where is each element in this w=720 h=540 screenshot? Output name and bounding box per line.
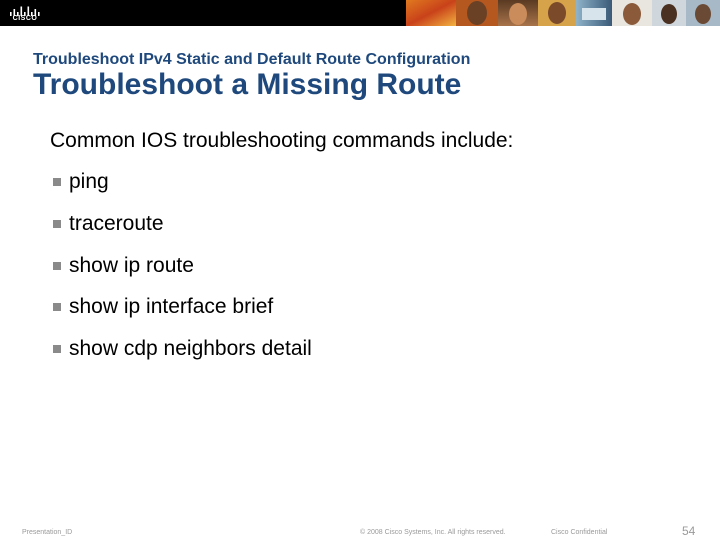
header-bar	[0, 0, 720, 26]
list-item	[52, 252, 312, 294]
list-item	[52, 293, 312, 335]
bullet-icon	[53, 345, 61, 353]
footer-copyright: © 2008 Cisco Systems, Inc. All rights reserved.	[360, 529, 506, 536]
bullet-icon	[53, 178, 61, 186]
list-item	[52, 210, 312, 252]
people-photo-strip	[406, 0, 720, 26]
command-list	[52, 168, 312, 377]
command-text: traceroute	[69, 211, 164, 235]
bullet-icon	[53, 220, 61, 228]
bullet-icon	[53, 303, 61, 311]
bullet-icon	[53, 262, 61, 270]
cisco-logo-icon	[8, 4, 42, 24]
slide-subtitle: Troubleshoot IPv4 Static and Default Route Configuration	[33, 51, 471, 68]
cisco-logo-text: CISCO	[12, 15, 38, 22]
page-number: 54	[682, 524, 696, 538]
command-text: show ip interface brief	[69, 295, 274, 319]
command-text: show ip route	[69, 253, 194, 277]
list-item	[52, 168, 312, 210]
command-text: show cdp neighbors detail	[69, 337, 312, 361]
footer-confidential: Cisco Confidential	[551, 529, 608, 536]
intro-text: Common IOS troubleshooting commands include:	[50, 129, 514, 152]
footer-presentation-id: Presentation_ID	[22, 529, 73, 536]
slide-title: Troubleshoot a Missing Route	[33, 68, 462, 101]
command-text: ping	[69, 170, 109, 193]
list-item	[52, 335, 312, 377]
